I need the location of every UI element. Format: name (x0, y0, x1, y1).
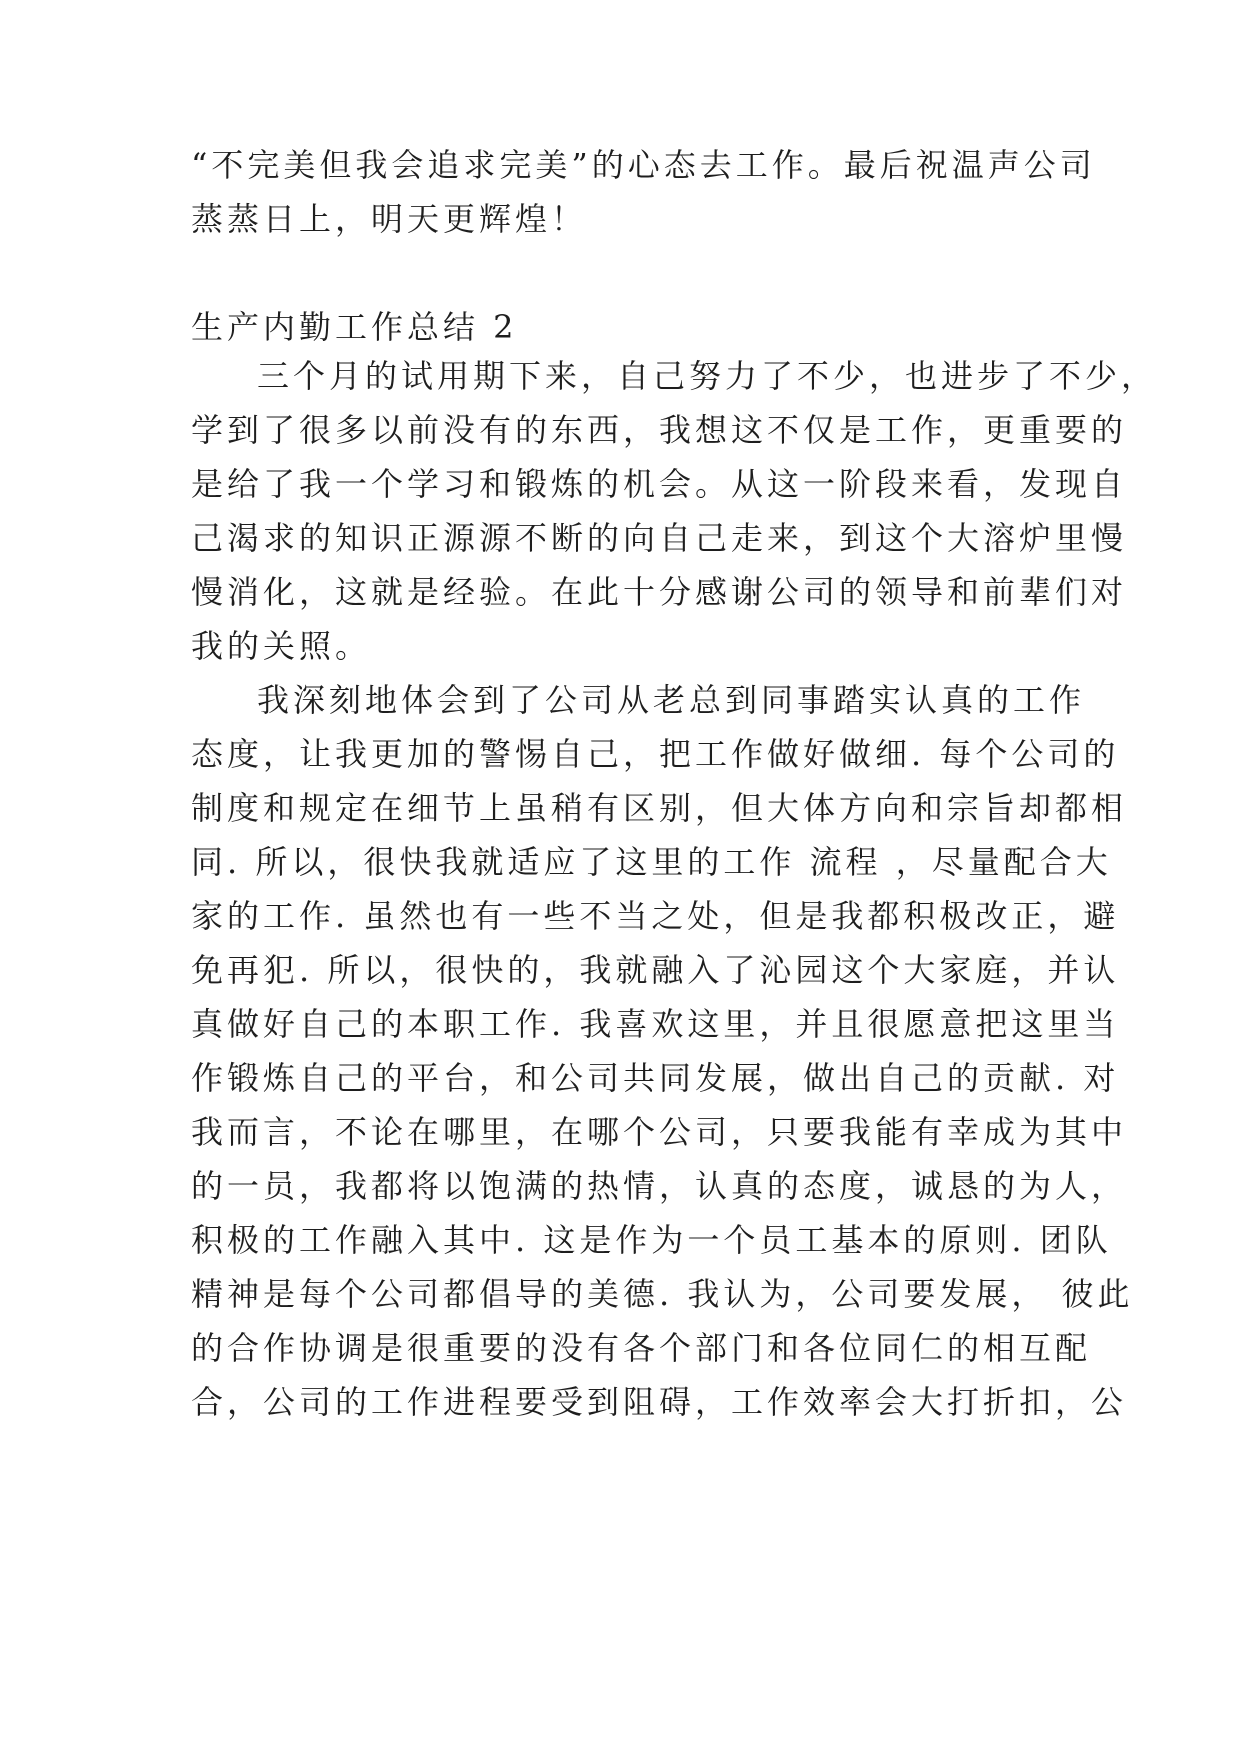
paragraph-2-line-8: 作锻炼自己的平台，和公司共同发展，做出自己的贡献. 对 (191, 1059, 1120, 1097)
section-heading: 生产内勤工作总结 2 (191, 308, 518, 346)
paragraph-2-line-5: 家的工作. 虽然也有一些不当之处，但是我都积极改正，避 (191, 897, 1120, 935)
paragraph-1-line-4: 己渴求的知识正源源不断的向自己走来，到这个大溶炉里慢 (191, 519, 1128, 557)
intro-line-2: 蒸蒸日上，明天更辉煌！ (191, 200, 588, 238)
paragraph-1-line-5: 慢消化，这就是经验。在此十分感谢公司的领导和前辈们对 (191, 573, 1128, 611)
paragraph-2-line-3: 制度和规定在细节上虽稍有区别，但大体方向和宗旨却都相 (191, 789, 1128, 827)
paragraph-2-line-14: 合，公司的工作进程要受到阻碍，工作效率会大打折扣，公 (191, 1383, 1128, 1421)
paragraph-2-line-11: 积极的工作融入其中. 这是作为一个员工基本的原则. 团队 (191, 1221, 1112, 1259)
paragraph-2-line-4: 同. 所以，很快我就适应了这里的工作 流程 ，尽量配合大 (191, 843, 1112, 881)
paragraph-2-line-9: 我而言，不论在哪里，在哪个公司，只要我能有幸成为其中 (191, 1113, 1128, 1151)
paragraph-1-line-6: 我的关照。 (191, 627, 372, 665)
paragraph-2-line-2: 态度，让我更加的警惕自己，把工作做好做细. 每个公司的 (191, 735, 1120, 773)
paragraph-2-line-7: 真做好自己的本职工作. 我喜欢这里，并且很愿意把这里当 (191, 1005, 1120, 1043)
paragraph-2-line-6: 免再犯. 所以，很快的，我就融入了沁园这个大家庭，并认 (191, 951, 1120, 989)
paragraph-1-line-3: 是给了我一个学习和锻炼的机会。从这一阶段来看，发现自 (191, 465, 1128, 503)
paragraph-2-line-10: 的一员，我都将以饱满的热情，认真的态度，诚恳的为人， (191, 1167, 1128, 1205)
paragraph-2-line-13: 的合作协调是很重要的没有各个部门和各位同仁的相互配 (191, 1329, 1092, 1367)
paragraph-2-line-12: 精神是每个公司都倡导的美德. 我认为，公司要发展， 彼此 (191, 1275, 1134, 1313)
paragraph-2-line-1: 我深刻地体会到了公司从老总到同事踏实认真的工作 (257, 681, 1086, 719)
intro-line-1: “不完美但我会追求完美”的心态去工作。最后祝温声公司 (191, 146, 1096, 184)
paragraph-1-line-1: 三个月的试用期下来，自己努力了不少，也进步了不少， (257, 357, 1158, 395)
paragraph-1-line-2: 学到了很多以前没有的东西，我想这不仅是工作，更重要的 (191, 411, 1128, 449)
